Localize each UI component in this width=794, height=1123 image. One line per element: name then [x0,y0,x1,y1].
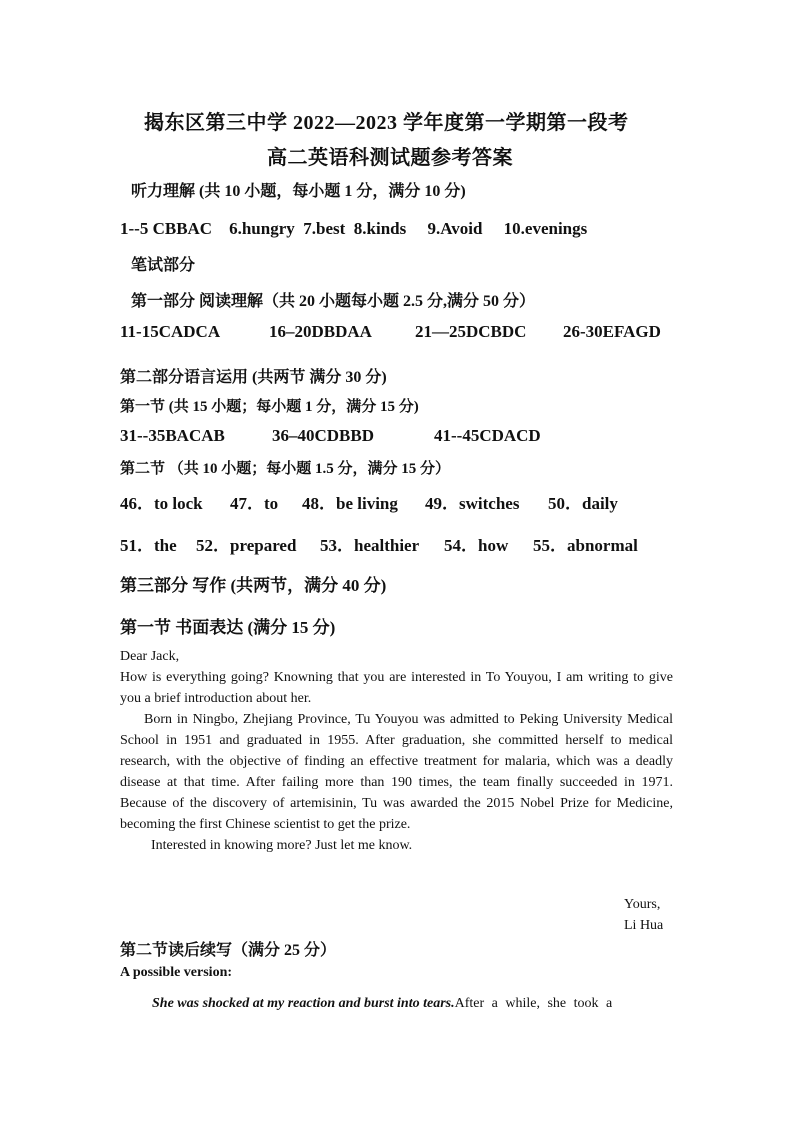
continuation-line [152,996,612,1012]
part3-section1-heading: 第一节 书面表达 (满分 15 分) [120,618,336,637]
part3-heading: 第三部分 写作 (共两节，满分 40 分) [120,576,387,595]
part1-answers-4: 26-30EFAGD [563,322,661,341]
letter-closing: Yours, [624,897,661,912]
part1-answers-1: 11-15CADCA [120,322,221,341]
part2-section1-answers-2: 36–40CDBBD [272,426,375,445]
letter-paragraph-1: How is everything going? Knowning that you are interested in To Youyou, I am writing to give you a brief introduction about her. [120,670,673,706]
possible-version-label: A possible version: [120,965,233,980]
answer-49: 49．switches [425,494,520,513]
page-title-line2: 高二英语科测试题参考答案 [267,147,513,169]
answer-54: 54．how [444,536,509,555]
part2-section1-heading: 第一节 (共 15 小题；每小题 1 分，满分 15 分) [120,399,419,415]
answer-48: 48．be living [302,494,398,513]
listening-heading: 听力理解 (共 10 小题，每小题 1 分，满分 10 分) [131,183,466,200]
part2-section2-heading: 第二节 （共 10 小题；每小题 1.5 分，满分 15 分） [120,461,451,477]
part1-answers-3: 21—25DCBDC [415,322,527,341]
part2-section1-answers-3: 41--45CDACD [434,426,541,445]
listening-answers: 1--5 CBBAC 6.hungry 7.best 8.kinds 9.Avoid 10.evenings [120,219,588,238]
answer-52: 52．prepared [196,536,297,555]
part3-section2-heading: 第二节读后续写（满分 25 分） [120,942,337,959]
letter-paragraph-3: Interested in knowing more? Just let me know. [151,838,413,853]
answer-55: 55．abnormal [533,536,638,555]
answer-46: 46．to lock [120,494,203,513]
letter-greeting: Dear Jack, [120,649,180,664]
continuation-rest: After a while, she took a [454,996,613,1011]
part2-heading: 第二部分语言运用 (共两节 满分 30 分) [120,369,387,386]
answer-47: 47．to [230,494,279,513]
page-title-line1: 揭东区第三中学 2022—2023 学年度第一学期第一段考 [144,112,629,134]
answer-51: 51．the [120,536,177,555]
continuation-lead: She was shocked at my reaction and burst into tears. [152,996,455,1011]
letter-paragraph-2: Born in Ningbo, Zhejiang Province, Tu Youyou was admitted to Peking University Medical School in 1951 and graduated in 1955. After graduation, she committed herself to medical research, with the objective of finding an effective treatment for malaria, which was a deadly disease at that time. After failing more than 190 times, the team finally succeeded in 1971. Because of the discovery of artemisinin, Tu was awarded the 2015 Nobel Prize for Medicine, becoming the first Chinese scientist to get the prize. [120,712,673,832]
part1-heading: 第一部分 阅读理解（共 20 小题每小题 2.5 分,满分 50 分） [131,293,536,310]
answer-50: 50．daily [548,494,618,513]
letter-signature: Li Hua [624,918,664,933]
part1-answers-2: 16–20DBDAA [269,322,372,341]
part2-section1-answers-1: 31--35BACAB [120,426,225,445]
letter-body [120,646,673,856]
answer-53: 53．healthier [320,536,420,555]
written-heading: 笔试部分 [131,257,196,274]
